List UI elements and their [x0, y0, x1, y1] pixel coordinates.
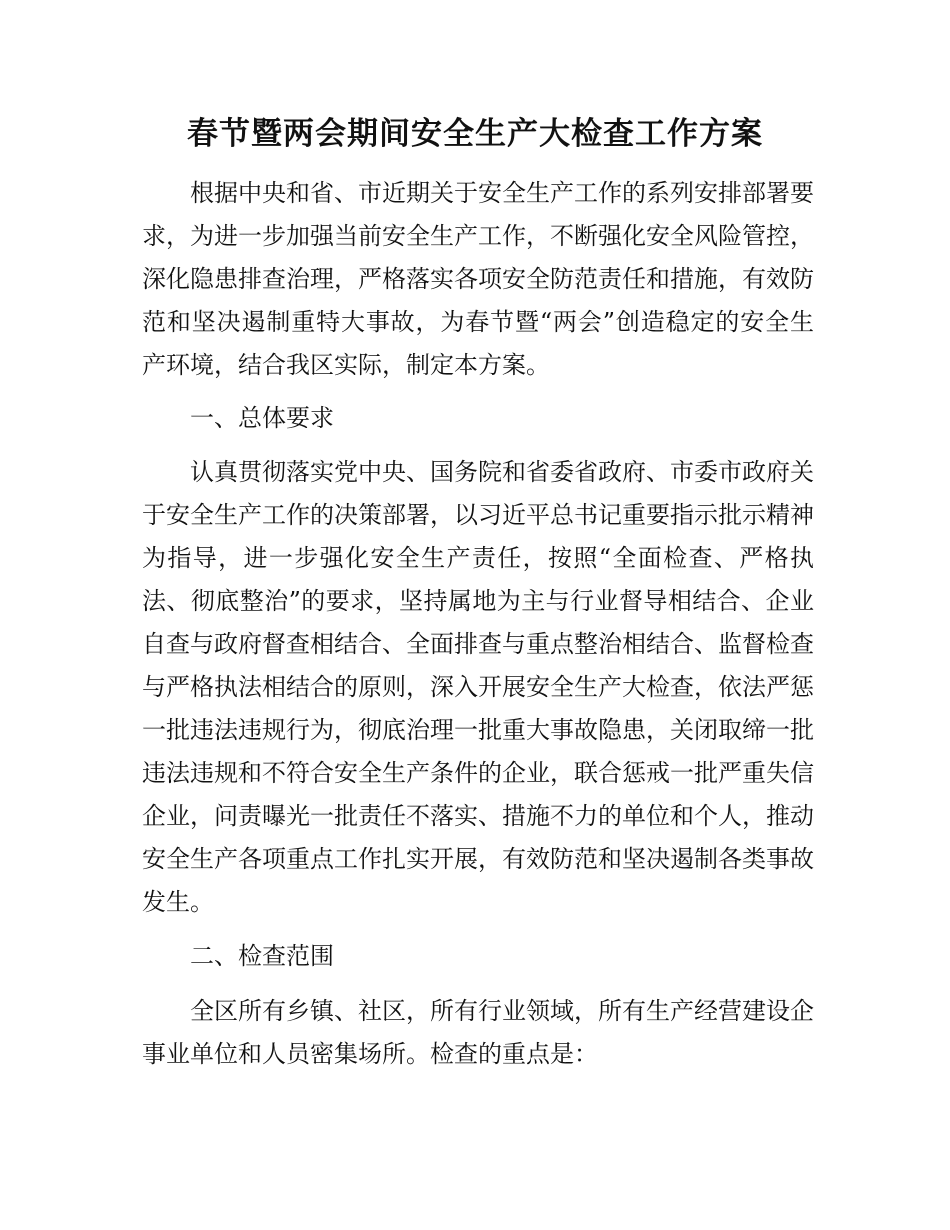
section-1-body: 认真贯彻落实党中央、国务院和省委省政府、市委市政府关于安全生产工作的决策部署，以习近平总书记重要指示批示精神为指导，进一步强化安全生产责任，按照“全面检查、严格执法、彻底整治”的要求，坚持属地为主与行业督导相结合、企业自查与政府督查相结合、全面排查与重点整治相结合、监督检查与严格执法相结合的原则，深入开展安全生产大检查，依法严惩一批违法违规行为，彻底治理一批重大事故隐患，关闭取缔一批违法违规和不符合安全生产条件的企业，联合惩戒一批严重失信企业，问责曝光一批责任不落实、措施不力的单位和个人，推动安全生产各项重点工作扎实开展，有效防范和坚决遏制各类事故发生。: [142, 458, 814, 916]
intro-paragraph-block: [142, 172, 814, 387]
section-2-heading-block: [142, 935, 814, 978]
section-2-body: 全区所有乡镇、社区，所有行业领域，所有生产经营建设企事业单位和人员密集场所。检查的重点是：: [142, 997, 814, 1068]
section-1-body-block: [142, 451, 814, 924]
section-2-body-block: [142, 990, 814, 1076]
intro-paragraph: 根据中央和省、市近期关于安全生产工作的系列安排部署要求，为进一步加强当前安全生产工作，不断强化安全风险管控，深化隐患排查治理，严格落实各项安全防范责任和措施，有效防范和坚决遏制重特大事故，为春节暨“两会”创造稳定的安全生产环境，结合我区实际，制定本方案。: [142, 179, 814, 379]
section-1-heading-block: [142, 397, 814, 440]
section-1-heading: 一、总体要求: [190, 404, 334, 432]
document-title: 春节暨两会期间安全生产大检查工作方案: [187, 116, 763, 152]
section-2-heading: 二、检查范围: [190, 942, 334, 970]
